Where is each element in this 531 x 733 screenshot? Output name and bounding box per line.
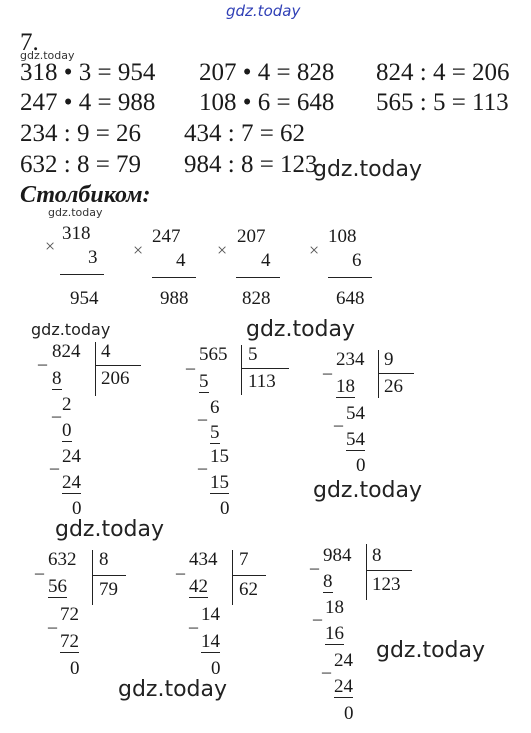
- equation: 984 : 8 = 123: [184, 151, 318, 178]
- division-step: 72: [60, 631, 79, 652]
- minus-sign: _: [322, 655, 331, 675]
- mult-result: 828: [242, 288, 271, 309]
- division-step: 0: [72, 498, 82, 519]
- equation: 108 • 6 = 648: [199, 89, 335, 116]
- watermark: gdz.today: [31, 320, 111, 339]
- times-sign: ×: [45, 236, 56, 256]
- quotient: 62: [239, 579, 258, 600]
- divisor: 8: [99, 549, 109, 570]
- watermark-small: gdz.today: [48, 206, 103, 219]
- mult-result: 954: [70, 288, 99, 309]
- minus-sign: _: [198, 402, 207, 422]
- divisor: 7: [239, 549, 249, 570]
- mult-factor: 247: [152, 226, 181, 247]
- division-step: 56: [48, 576, 67, 597]
- minus-sign: _: [198, 451, 207, 471]
- equation: 234 : 9 = 26: [20, 120, 142, 147]
- minus-sign: _: [313, 602, 322, 622]
- minus-sign: _: [52, 399, 61, 419]
- dividend: 984: [323, 545, 352, 566]
- exercise-number: 7.: [20, 29, 39, 56]
- minus-sign: _: [48, 610, 57, 630]
- watermark: gdz.today: [376, 638, 486, 663]
- dividend: 434: [189, 549, 218, 570]
- division-step: 54: [346, 429, 365, 450]
- quotient: 206: [101, 368, 130, 389]
- division-step: 24: [334, 676, 353, 697]
- division-step: 5: [210, 422, 220, 443]
- division-step: 0: [211, 658, 221, 679]
- watermark: gdz.today: [313, 478, 423, 503]
- quotient: 123: [372, 574, 401, 595]
- times-sign: ×: [133, 240, 144, 260]
- division-step: 8: [52, 368, 62, 389]
- equation: 434 : 7 = 62: [184, 120, 306, 147]
- division-step: 15: [210, 446, 229, 467]
- mult-factor: 4: [176, 250, 186, 271]
- division-step: 24: [62, 446, 81, 467]
- section-heading: Столбиком:: [20, 182, 151, 208]
- division-step: 0: [344, 703, 354, 724]
- minus-sign: _: [35, 556, 44, 576]
- minus-sign: _: [334, 408, 343, 428]
- mult-factor: 3: [88, 247, 98, 268]
- minus-sign: _: [50, 451, 59, 471]
- mult-factor: 108: [328, 226, 357, 247]
- divisor: 8: [372, 545, 382, 566]
- division-step: 16: [325, 623, 344, 644]
- division-step: 14: [201, 604, 220, 625]
- division-step: 2: [62, 394, 72, 415]
- minus-sign: _: [176, 556, 185, 576]
- equation: 824 : 4 = 206: [376, 59, 510, 86]
- division-step: 15: [210, 472, 229, 493]
- quotient: 26: [384, 376, 403, 397]
- division-step: 14: [201, 631, 220, 652]
- dividend: 234: [336, 349, 365, 370]
- division-step: 24: [62, 472, 81, 493]
- quotient: 113: [248, 371, 276, 392]
- mult-factor: 6: [352, 250, 362, 271]
- division-step: 0: [356, 455, 366, 476]
- mult-result: 988: [160, 288, 189, 309]
- division-step: 6: [210, 397, 220, 418]
- watermark-top: gdz.today: [226, 2, 301, 20]
- equation: 247 • 4 = 988: [20, 89, 156, 116]
- watermark: gdz.today: [55, 517, 165, 542]
- division-step: 0: [70, 658, 80, 679]
- dividend: 565: [199, 344, 228, 365]
- equation: 632 : 8 = 79: [20, 151, 142, 178]
- quotient: 79: [99, 579, 118, 600]
- division-step: 0: [62, 420, 72, 441]
- minus-sign: _: [189, 610, 198, 630]
- division-step: 18: [325, 597, 344, 618]
- watermark-small: gdz.today: [20, 49, 75, 62]
- minus-sign: _: [38, 347, 47, 367]
- division-step: 0: [220, 498, 230, 519]
- minus-sign: _: [323, 356, 332, 376]
- division-step: 5: [199, 371, 209, 392]
- mult-factor: 207: [237, 226, 266, 247]
- division-step: 42: [189, 576, 208, 597]
- division-step: 8: [323, 571, 333, 592]
- division-step: 72: [60, 604, 79, 625]
- division-step: 18: [336, 376, 355, 397]
- times-sign: ×: [309, 240, 320, 260]
- mult-factor: 4: [261, 250, 271, 271]
- division-step: 54: [346, 403, 365, 424]
- mult-result: 648: [336, 288, 365, 309]
- divisor: 4: [101, 341, 111, 362]
- watermark: gdz.today: [246, 317, 356, 342]
- minus-sign: _: [186, 351, 195, 371]
- watermark: gdz.today: [118, 677, 228, 702]
- division-step: 24: [334, 650, 353, 671]
- times-sign: ×: [217, 240, 228, 260]
- equation: 565 : 5 = 113: [376, 89, 509, 116]
- divisor: 9: [384, 349, 394, 370]
- dividend: 632: [48, 549, 77, 570]
- equation: 318 • 3 = 954: [20, 59, 156, 86]
- watermark: gdz.today: [313, 157, 423, 182]
- equation: 207 • 4 = 828: [199, 59, 335, 86]
- divisor: 5: [248, 344, 258, 365]
- dividend: 824: [52, 341, 81, 362]
- minus-sign: _: [310, 551, 319, 571]
- mult-factor: 318: [62, 223, 91, 244]
